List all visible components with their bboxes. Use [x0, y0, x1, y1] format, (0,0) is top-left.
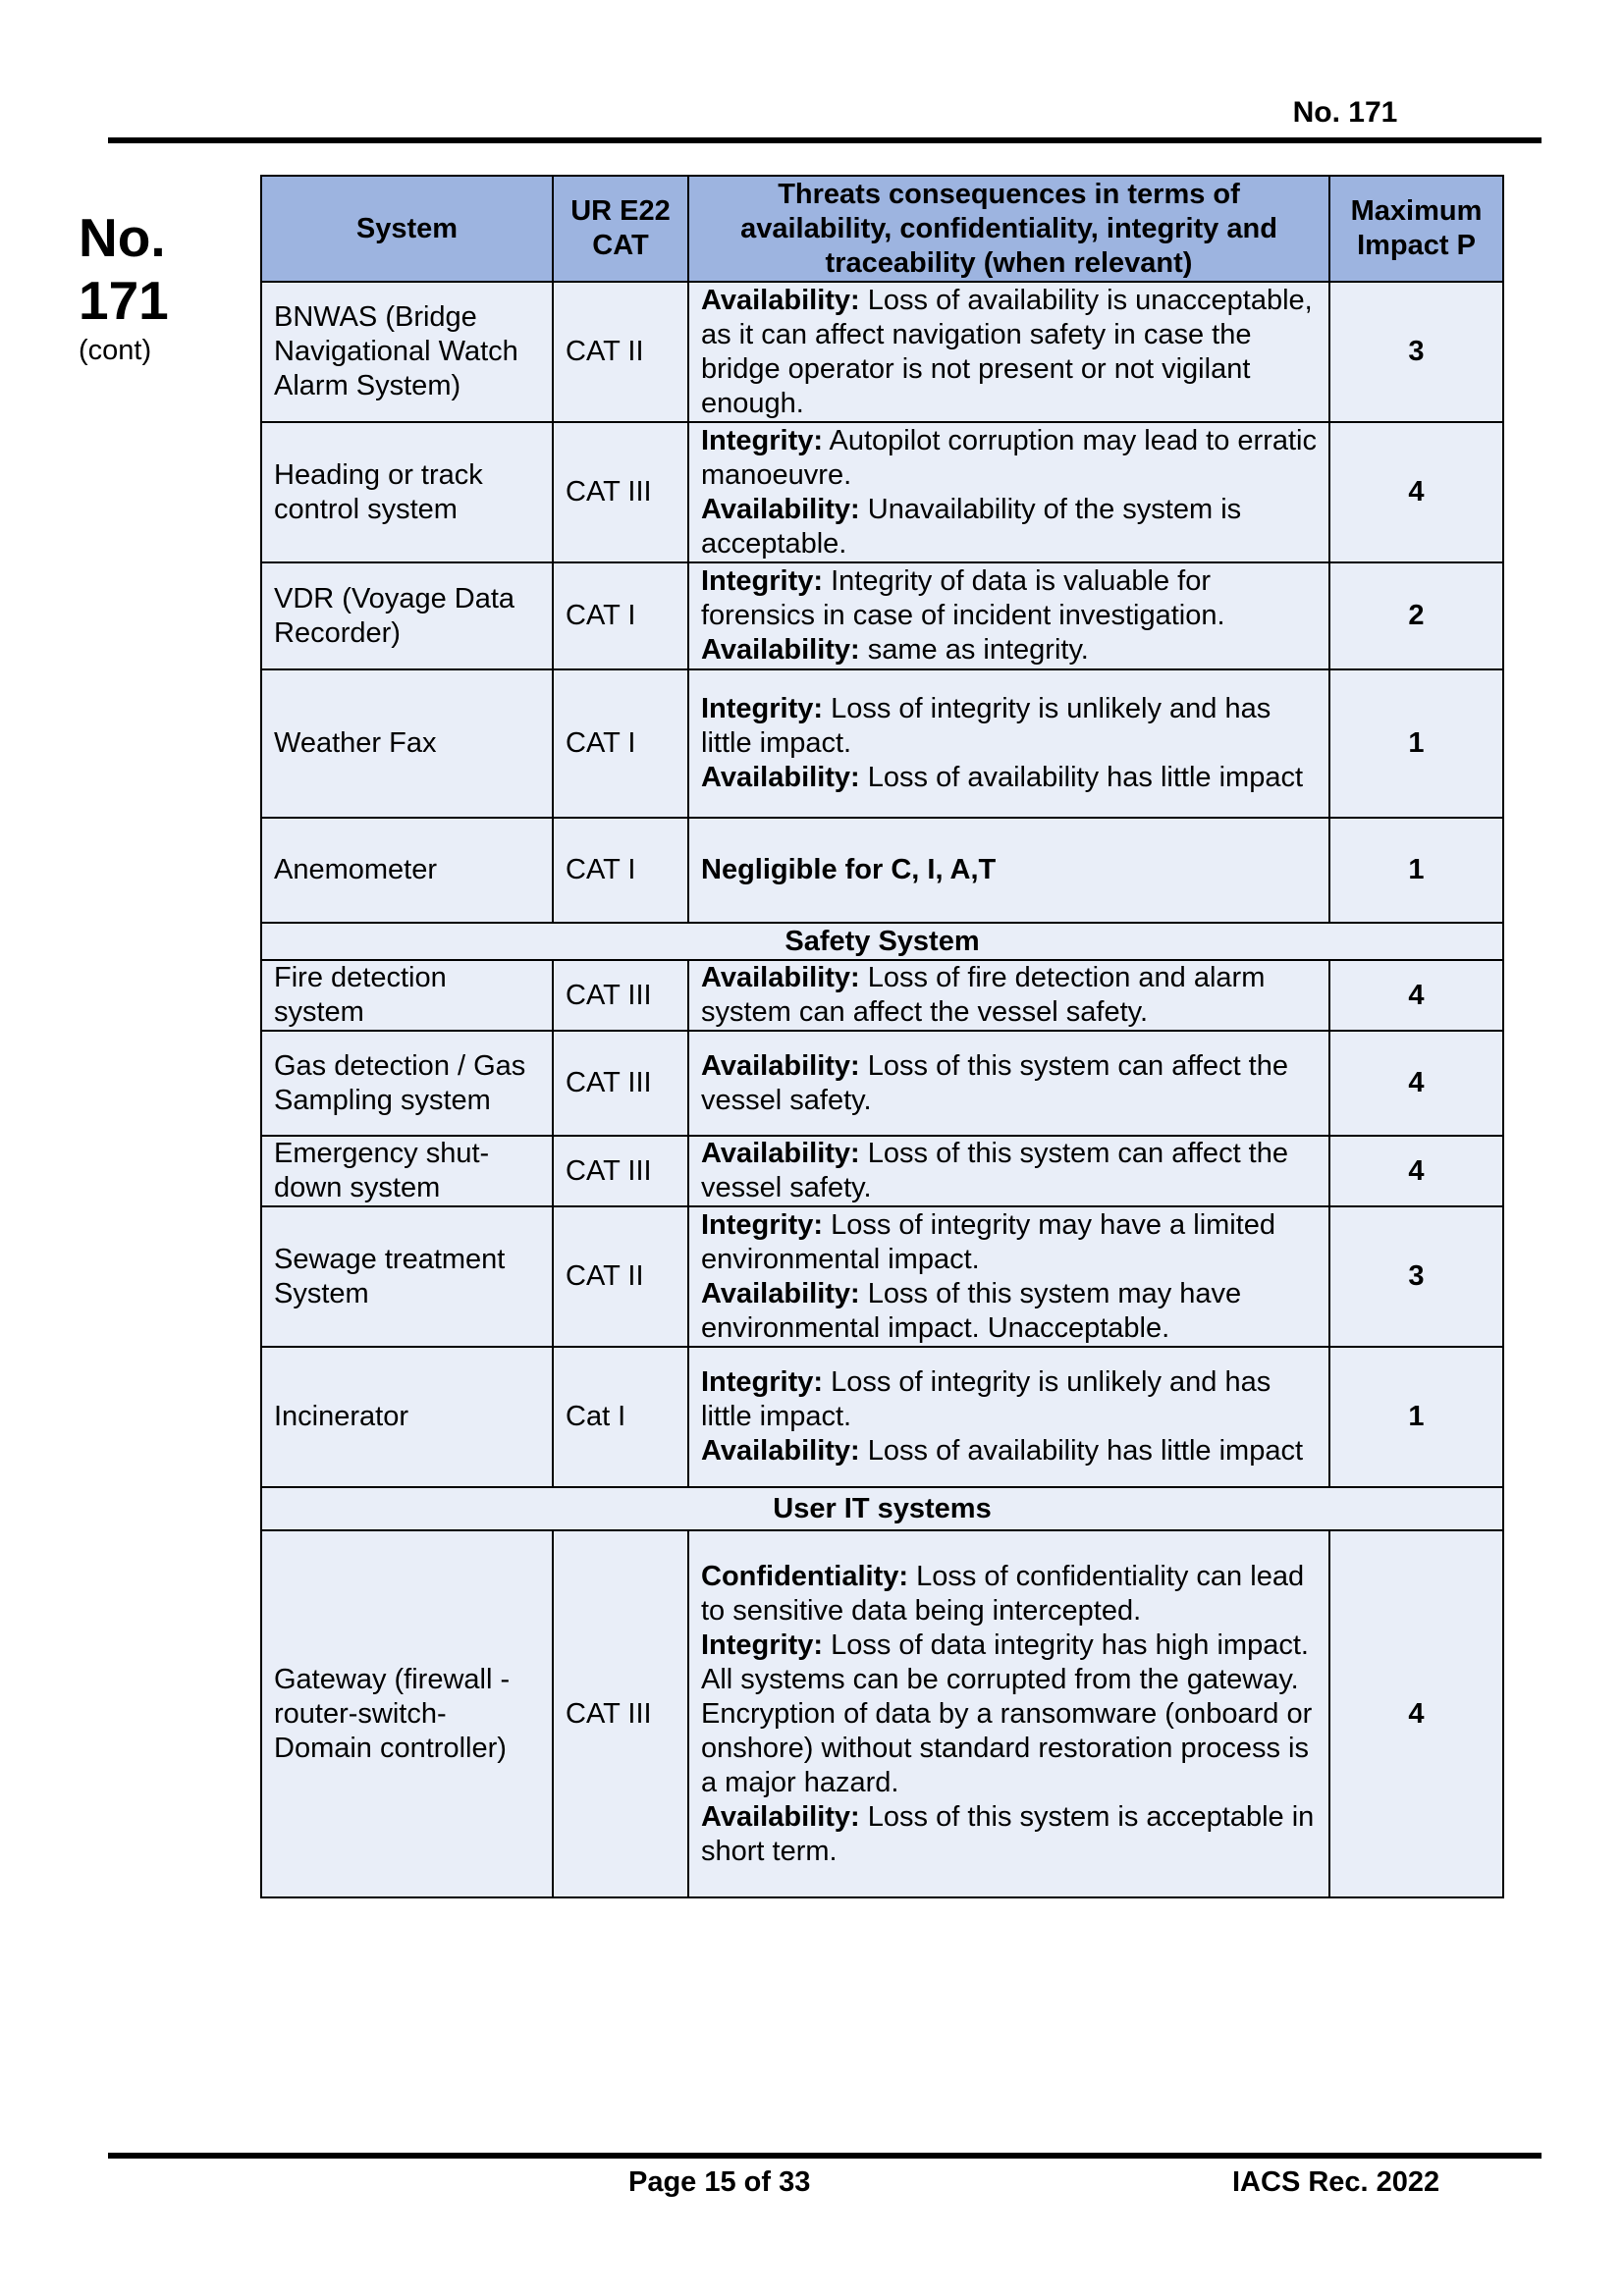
- threat-text: Loss of integrity is unlikely and has little impact.: [701, 1366, 1271, 1432]
- threats-cell: [688, 1347, 1329, 1487]
- table-row: [261, 1530, 1503, 1897]
- threat-label: Availability:: [701, 493, 860, 525]
- footer-rec: IACS Rec. 2022: [1232, 2166, 1440, 2198]
- impact-cell: 3: [1329, 1206, 1503, 1347]
- section-title: Safety System: [261, 923, 1503, 960]
- cat-cell: Cat I: [553, 1347, 688, 1487]
- table-row: [261, 282, 1503, 422]
- threat-label: Integrity:: [701, 1629, 824, 1661]
- threat-label: Confidentiality:: [701, 1560, 909, 1592]
- impact-cell: 3: [1329, 282, 1503, 422]
- cat-cell: CAT III: [553, 1031, 688, 1136]
- table-row: [261, 960, 1503, 1031]
- cat-cell: CAT II: [553, 1206, 688, 1347]
- threats-cell: [688, 960, 1329, 1031]
- system-cell: Gateway (firewall - router-switch-Domain controller): [261, 1530, 553, 1897]
- threat-text: Loss of availability is unacceptable, as it can affect navigation safety in case the bridge operator is not present or not vigilant enough.: [701, 284, 1313, 419]
- side-label: [79, 206, 169, 367]
- table-row: [261, 669, 1503, 818]
- cat-cell: CAT II: [553, 282, 688, 422]
- impact-cell: 1: [1329, 818, 1503, 923]
- section-row: [261, 923, 1503, 960]
- threat-label: Availability:: [701, 284, 860, 316]
- impact-cell: 4: [1329, 960, 1503, 1031]
- col-header-cat: UR E22 CAT: [553, 176, 688, 282]
- threats-cell: [688, 1031, 1329, 1136]
- col-header-impact: Maximum Impact P: [1329, 176, 1503, 282]
- threat-text: same as integrity.: [859, 634, 1089, 666]
- cat-cell: CAT I: [553, 669, 688, 818]
- threat-label: Integrity:: [701, 565, 824, 597]
- threat-text: Integrity of data is valuable for forensics in case of incident investigation.: [701, 565, 1225, 631]
- threat-text: Loss of confidentiality can lead to sensitive data being intercepted.: [701, 1560, 1305, 1627]
- threat-label: Integrity:: [701, 693, 824, 724]
- side-cont: (cont): [79, 335, 152, 366]
- threats-cell: [688, 422, 1329, 562]
- threats-cell: [688, 1530, 1329, 1897]
- section-row: [261, 1487, 1503, 1530]
- table-row: [261, 562, 1503, 669]
- threat-label: Availability:: [701, 1800, 860, 1833]
- system-cell: Gas detection / Gas Sampling system: [261, 1031, 553, 1136]
- footer-rule: [108, 2153, 1542, 2159]
- side-title-number: 171: [79, 270, 169, 331]
- threat-text: Loss of this system may have environmental impact. Unacceptable.: [701, 1277, 1242, 1344]
- system-cell: BNWAS (Bridge Navigational Watch Alarm System): [261, 282, 553, 422]
- threat-text: Loss of fire detection and alarm system can affect the vessel safety.: [701, 962, 1266, 1028]
- impact-table: [260, 175, 1504, 1898]
- threats-cell: [688, 1136, 1329, 1206]
- threat-label: Integrity:: [701, 1366, 824, 1398]
- impact-cell: 1: [1329, 669, 1503, 818]
- system-cell: Emergency shut-down system: [261, 1136, 553, 1206]
- col-header-system: System: [261, 176, 553, 282]
- impact-cell: 4: [1329, 1136, 1503, 1206]
- threat-text: Loss of integrity may have a limited environmental impact.: [701, 1208, 1276, 1275]
- threats-cell: [688, 282, 1329, 422]
- header-rule: [108, 137, 1542, 143]
- table-row: [261, 1136, 1503, 1206]
- system-cell: Incinerator: [261, 1347, 553, 1487]
- table-row: [261, 1347, 1503, 1487]
- threat-text: Loss of integrity is unlikely and has little impact.: [701, 693, 1271, 759]
- threat-label: Availability:: [701, 634, 860, 666]
- threats-cell: [688, 818, 1329, 923]
- system-cell: Heading or track control system: [261, 422, 553, 562]
- system-cell: Sewage treatment System: [261, 1206, 553, 1347]
- threats-cell: [688, 1206, 1329, 1347]
- threat-label: Availability:: [701, 1435, 860, 1467]
- threats-cell: [688, 669, 1329, 818]
- impact-cell: 4: [1329, 1530, 1503, 1897]
- table-row: [261, 422, 1503, 562]
- impact-cell: 1: [1329, 1347, 1503, 1487]
- cat-cell: CAT III: [553, 1530, 688, 1897]
- cat-cell: CAT III: [553, 422, 688, 562]
- threat-label: Availability:: [701, 1138, 860, 1169]
- threat-label: Availability:: [701, 962, 860, 993]
- col-header-threats: Threats consequences in terms of availability, confidentiality, integrity and traceability (when relevant): [688, 176, 1329, 282]
- threat-label: Integrity:: [701, 1208, 824, 1241]
- threat-label: Integrity:: [701, 424, 824, 456]
- threat-text: Loss of availability has little impact: [859, 762, 1304, 793]
- cat-cell: CAT I: [553, 818, 688, 923]
- threat-text: Loss of this system can affect the vessel safety.: [701, 1049, 1288, 1116]
- system-cell: Fire detection system: [261, 960, 553, 1031]
- side-title-no: No.: [79, 207, 166, 268]
- section-title: User IT systems: [261, 1487, 1503, 1530]
- system-cell: Anemometer: [261, 818, 553, 923]
- threat-label: Negligible for C, I, A,T: [701, 854, 997, 885]
- system-cell: VDR (Voyage Data Recorder): [261, 562, 553, 669]
- impact-cell: 4: [1329, 1031, 1503, 1136]
- impact-cell: 2: [1329, 562, 1503, 669]
- threats-cell: [688, 562, 1329, 669]
- table-row: [261, 818, 1503, 923]
- threat-text: Unavailability of the system is acceptable.: [701, 493, 1242, 560]
- impact-cell: 4: [1329, 422, 1503, 562]
- threat-text: Loss of this system can affect the vessel safety.: [701, 1138, 1288, 1203]
- threat-label: Availability:: [701, 1049, 860, 1082]
- table-header-row: [261, 176, 1503, 282]
- threat-text: Autopilot corruption may lead to erratic manoeuvre.: [701, 424, 1317, 491]
- document-number: No. 171: [1292, 96, 1398, 129]
- footer-page-number: Page 15 of 33: [628, 2166, 811, 2198]
- table-row: [261, 1031, 1503, 1136]
- table-row: [261, 1206, 1503, 1347]
- threat-label: Availability:: [701, 762, 860, 793]
- threat-text: Loss of availability has little impact: [859, 1435, 1304, 1467]
- threat-text: Loss of data integrity has high impact. All systems can be corrupted from the gateway. Encryption of data by a ransomware (onboard or onshore) without standard restoration process is a major hazard.: [701, 1629, 1313, 1798]
- cat-cell: CAT III: [553, 1136, 688, 1206]
- threat-text: Loss of this system is acceptable in short term.: [701, 1800, 1315, 1867]
- cat-cell: CAT III: [553, 960, 688, 1031]
- cat-cell: CAT I: [553, 562, 688, 669]
- system-cell: Weather Fax: [261, 669, 553, 818]
- threat-label: Availability:: [701, 1277, 860, 1309]
